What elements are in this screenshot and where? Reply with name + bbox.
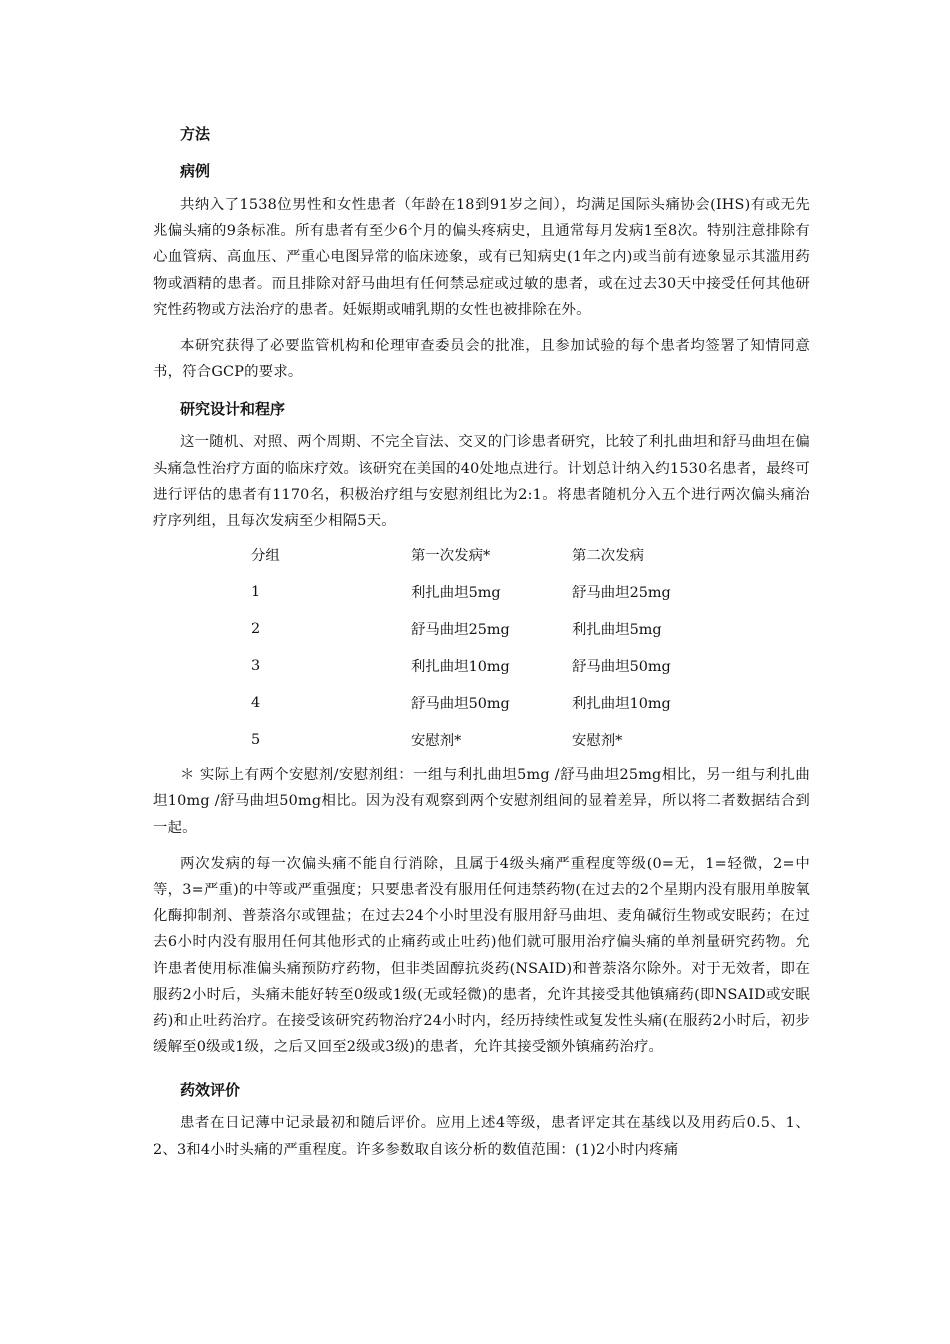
table-cell: 安慰剂* xyxy=(572,733,623,750)
table-header-cell: 第一次发病* xyxy=(411,548,491,565)
methods-heading: 方法 xyxy=(180,125,211,143)
table-header-row xyxy=(251,536,732,573)
table-cell: 利扎曲坦10mg xyxy=(411,659,510,676)
cases-paragraph-1: 共纳入了1538位男性和女性患者（年龄在18到91岁之间），均满足国际头痛协会(IHS)有或无先兆偏头痛的9条标准。所有患者有至少6个月的偏头疼病史，且通常每月发病1至8次。特别注意排除有心血管病、高血压、严重心电图异常的临床迹象，或有已知病史(1年之内)或当前有迹象显示其滥用药物或酒精的患者。而且排除对舒马曲坦有任何禁忌症或过敏的患者，或在过去30天中接受任何其他研究性药物或方法治疗的患者。妊娠期或哺乳期的女性也被排除在外。 xyxy=(153,197,810,318)
document-content xyxy=(153,122,810,1163)
table-cell: 舒马曲坦50mg xyxy=(411,696,510,713)
table-header-cell: 第二次发病 xyxy=(572,548,644,565)
efficacy-paragraph-1: 患者在日记薄中记录最初和随后评价。应用上述4等级，患者评定其在基线以及用药后0.5、1、2、3和4小时头痛的严重程度。许多参数取自该分析的数值范围：(1)2小时内疼痛 xyxy=(153,1115,810,1158)
design-paragraph-1: 这一随机、对照、两个周期、不完全盲法、交叉的门诊患者研究，比较了利扎曲坦和舒马曲坦在偏头痛急性治疗方面的临床疗效。该研究在美国的40处地点进行。计划总计纳入约1530名患者，最终可进行评估的患者有1170名，积极治疗组与安慰剂组比为2:1。将患者随机分入五个进行两次偏头痛治疗序列组，且每次发病至少相隔5天。 xyxy=(153,434,810,530)
group-table xyxy=(251,536,732,758)
table-cell: 利扎曲坦5mg xyxy=(411,585,501,602)
table-row xyxy=(251,684,732,721)
table-cell: 安慰剂* xyxy=(411,733,462,750)
design-paragraph-2: 两次发病的每一次偏头痛不能自行消除，且属于4级头痛严重程度等级(0=无，1=轻微，2=中等，3=严重)的中等或严重强度；只要患者没有服用任何违禁药物(在过去的2个星期内没有服用单胺氧化酶抑制剂、普萘洛尔或锂盐；在过去24个小时里没有服用舒马曲坦、麦角碱衍生物或安眠药；在过去6小时内没有服用任何其他形式的止痛药或止吐药)他们就可服用治疗偏头痛的单剂量研究药物。允许患者使用标准偏头痛预防疗药物，但非类固醇抗炎药(NSAID)和普萘洛尔除外。对于无效者，即在服药2小时后，头痛未能好转至0级或1级(无或轻微)的患者，允许其接受其他镇痛药(即NSAID或安眠药)和止吐药治疗。在接受该研究药物治疗24小时内，经历持续性或复发性头痛(在服药2小时后，初步缓解至0级或1级，之后又回至2级或3级)的患者，允许其接受额外镇痛药治疗。 xyxy=(153,855,810,1056)
cases-paragraph-2: 本研究获得了必要监管机构和伦理审查委员会的批准，且参加试验的每个患者均签署了知情同意书，符合GCP的要求。 xyxy=(153,338,810,381)
table-cell: 5 xyxy=(251,731,261,748)
cases-heading: 病例 xyxy=(180,162,211,180)
table-row xyxy=(251,647,732,684)
table-header-cell: 分组 xyxy=(251,548,280,565)
table-cell: 4 xyxy=(251,694,261,711)
table-cell: 舒马曲坦25mg xyxy=(572,585,671,602)
table-cell: 舒马曲坦25mg xyxy=(411,622,510,639)
table-cell: 3 xyxy=(251,657,261,674)
table-cell: 1 xyxy=(251,583,261,600)
efficacy-heading: 药效评价 xyxy=(180,1081,241,1100)
table-footnote: ＊ 实际上有两个安慰剂/安慰剂组：一组与利扎曲坦5mg /舒马曲坦25mg相比，另一组与利扎曲坦10mg /舒马曲坦50mg相比。因为没有观察到两个安慰剂组间的显着差异，所以将二者数据结合到一起。 xyxy=(153,767,810,836)
table-cell: 2 xyxy=(251,620,261,637)
design-heading: 研究设计和程序 xyxy=(180,400,286,419)
table-cell: 利扎曲坦10mg xyxy=(572,696,671,713)
table-row xyxy=(251,610,732,647)
table-cell: 舒马曲坦50mg xyxy=(572,659,671,676)
table-row xyxy=(251,721,732,758)
table-cell: 利扎曲坦5mg xyxy=(572,622,662,639)
table-row xyxy=(251,573,732,610)
